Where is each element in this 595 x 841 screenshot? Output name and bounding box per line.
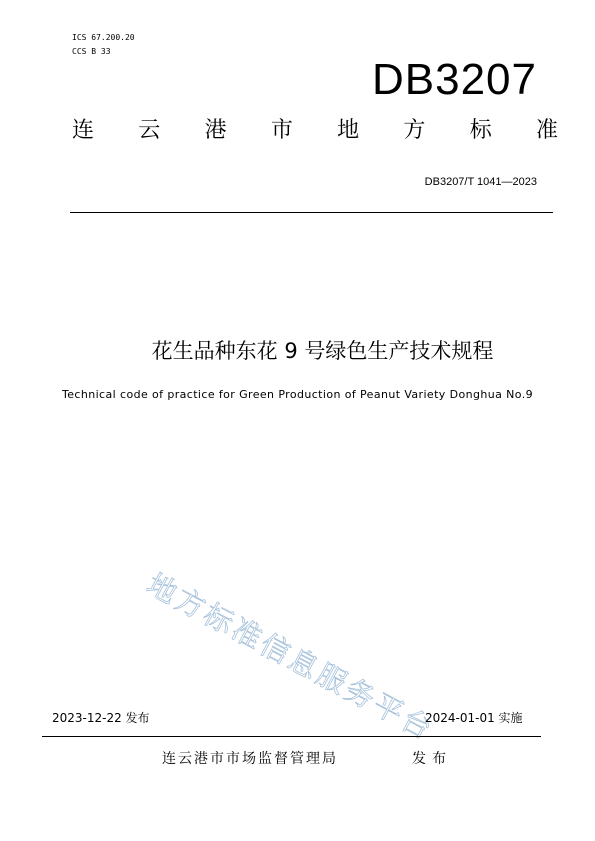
classification-codes bbox=[72, 31, 135, 59]
implementation-date: 2024-01-01 实施 bbox=[425, 711, 523, 725]
standard-type-char: 地 bbox=[337, 118, 360, 143]
standard-type-char: 连 bbox=[72, 118, 95, 143]
standard-type bbox=[72, 116, 558, 146]
title-english: Technical code of practice for Green Production of Peanut Variety Donghua No.9 bbox=[61, 388, 534, 401]
ics-code: ICS 67.200.20 bbox=[72, 33, 135, 42]
standard-type-char: 准 bbox=[535, 118, 558, 143]
ccs-code: CCS B 33 bbox=[72, 47, 111, 56]
standard-number: DB3207/T 1041—2023 bbox=[424, 176, 537, 188]
issue-word: 发布 bbox=[412, 751, 452, 767]
standard-type-char: 云 bbox=[138, 118, 161, 143]
issue-date: 2023-12-22 发布 bbox=[52, 711, 150, 725]
header-divider bbox=[70, 212, 553, 213]
footer-divider bbox=[42, 736, 541, 737]
standard-type-char: 港 bbox=[204, 118, 227, 143]
watermark-text: 地方标准信息服务平台 bbox=[141, 566, 440, 748]
standard-type-char: 标 bbox=[469, 118, 492, 143]
issuing-authority: 连云港市市场监督管理局 bbox=[162, 751, 338, 767]
standard-type-char: 方 bbox=[403, 118, 426, 143]
title-chinese: 花生品种东花 9 号绿色生产技术规程 bbox=[151, 339, 494, 363]
standard-type-char: 市 bbox=[270, 118, 293, 143]
db-code: DB3207 bbox=[371, 55, 537, 104]
